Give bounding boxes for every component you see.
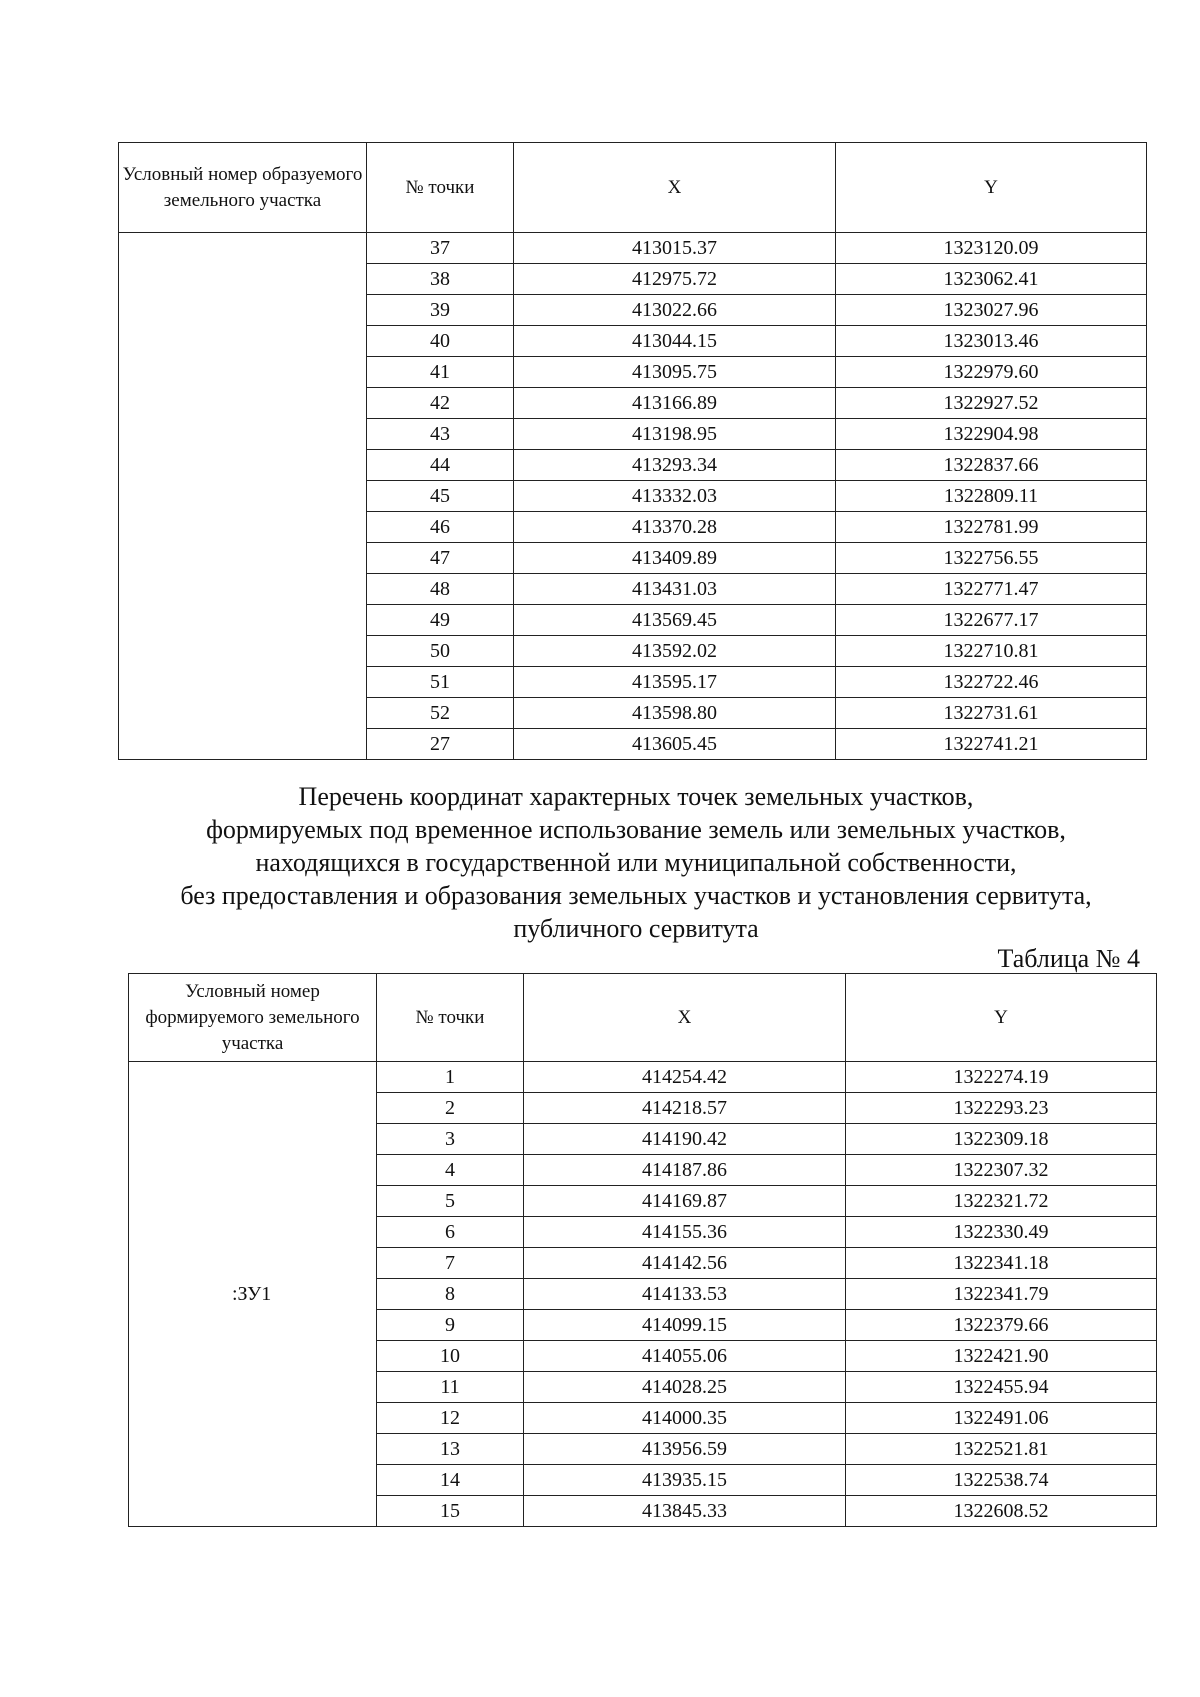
header-y: Y <box>836 143 1147 233</box>
point-number-cell: 14 <box>377 1465 524 1496</box>
table-row <box>129 1062 1157 1093</box>
y-coordinate-cell: 1322927.52 <box>836 388 1147 419</box>
table-body <box>129 1062 1157 1527</box>
point-number-cell: 41 <box>367 357 514 388</box>
point-number-cell: 38 <box>367 264 514 295</box>
x-coordinate-cell: 414133.53 <box>524 1279 846 1310</box>
caption-line: Перечень координат характерных точек земельных участков, <box>298 782 974 811</box>
caption-line: публичного сервитута <box>513 914 759 943</box>
header-point-number: № точки <box>367 143 514 233</box>
y-coordinate-cell: 1322321.72 <box>846 1186 1157 1217</box>
caption-line: формируемых под временное использование земель или земельных участков, <box>206 815 1066 844</box>
x-coordinate-cell: 414254.42 <box>524 1062 846 1093</box>
point-number-cell: 9 <box>377 1310 524 1341</box>
parcel-number-cell <box>119 233 367 760</box>
table-row <box>119 233 1147 264</box>
x-coordinate-cell: 413409.89 <box>514 543 836 574</box>
x-coordinate-cell: 414028.25 <box>524 1372 846 1403</box>
caption-line: без предоставления и образования земельных участков и установления сервитута, <box>180 881 1092 910</box>
x-coordinate-cell: 412975.72 <box>514 264 836 295</box>
x-coordinate-cell: 413956.59 <box>524 1434 846 1465</box>
point-number-cell: 7 <box>377 1248 524 1279</box>
point-number-cell: 5 <box>377 1186 524 1217</box>
x-coordinate-cell: 414169.87 <box>524 1186 846 1217</box>
x-coordinate-cell: 413592.02 <box>514 636 836 667</box>
y-coordinate-cell: 1322677.17 <box>836 605 1147 636</box>
y-coordinate-cell: 1322710.81 <box>836 636 1147 667</box>
y-coordinate-cell: 1323027.96 <box>836 295 1147 326</box>
y-coordinate-cell: 1322307.32 <box>846 1155 1157 1186</box>
point-number-cell: 47 <box>367 543 514 574</box>
coordinates-table-2 <box>128 973 1157 1527</box>
y-coordinate-cell: 1322731.61 <box>836 698 1147 729</box>
y-coordinate-cell: 1322538.74 <box>846 1465 1157 1496</box>
y-coordinate-cell: 1322455.94 <box>846 1372 1157 1403</box>
caption-line: находящихся в государственной или муниципальной собственности, <box>255 848 1017 877</box>
point-number-cell: 2 <box>377 1093 524 1124</box>
x-coordinate-cell: 413332.03 <box>514 481 836 512</box>
x-coordinate-cell: 414099.15 <box>524 1310 846 1341</box>
point-number-cell: 12 <box>377 1403 524 1434</box>
point-number-cell: 15 <box>377 1496 524 1527</box>
x-coordinate-cell: 413198.95 <box>514 419 836 450</box>
y-coordinate-cell: 1322771.47 <box>836 574 1147 605</box>
point-number-cell: 6 <box>377 1217 524 1248</box>
x-coordinate-cell: 413166.89 <box>514 388 836 419</box>
coordinates-table-1 <box>118 142 1147 760</box>
header-y: Y <box>846 974 1157 1062</box>
table-number-label: Таблица № 4 <box>997 944 1140 973</box>
point-number-cell: 1 <box>377 1062 524 1093</box>
x-coordinate-cell: 414142.56 <box>524 1248 846 1279</box>
y-coordinate-cell: 1322274.19 <box>846 1062 1157 1093</box>
y-coordinate-cell: 1322741.21 <box>836 729 1147 760</box>
x-coordinate-cell: 414000.35 <box>524 1403 846 1434</box>
y-coordinate-cell: 1322491.06 <box>846 1403 1157 1434</box>
point-number-cell: 10 <box>377 1341 524 1372</box>
point-number-cell: 4 <box>377 1155 524 1186</box>
y-coordinate-cell: 1322809.11 <box>836 481 1147 512</box>
x-coordinate-cell: 413044.15 <box>514 326 836 357</box>
point-number-cell: 27 <box>367 729 514 760</box>
point-number-cell: 42 <box>367 388 514 419</box>
x-coordinate-cell: 414155.36 <box>524 1217 846 1248</box>
x-coordinate-cell: 413569.45 <box>514 605 836 636</box>
point-number-cell: 50 <box>367 636 514 667</box>
y-coordinate-cell: 1322756.55 <box>836 543 1147 574</box>
point-number-cell: 46 <box>367 512 514 543</box>
x-coordinate-cell: 413431.03 <box>514 574 836 605</box>
point-number-cell: 13 <box>377 1434 524 1465</box>
x-coordinate-cell: 413022.66 <box>514 295 836 326</box>
x-coordinate-cell: 414190.42 <box>524 1124 846 1155</box>
x-coordinate-cell: 413293.34 <box>514 450 836 481</box>
section-caption <box>100 780 1172 945</box>
point-number-cell: 11 <box>377 1372 524 1403</box>
point-number-cell: 8 <box>377 1279 524 1310</box>
point-number-cell: 40 <box>367 326 514 357</box>
x-coordinate-cell: 414187.86 <box>524 1155 846 1186</box>
point-number-cell: 3 <box>377 1124 524 1155</box>
y-coordinate-cell: 1322521.81 <box>846 1434 1157 1465</box>
y-coordinate-cell: 1322341.18 <box>846 1248 1157 1279</box>
x-coordinate-cell: 413370.28 <box>514 512 836 543</box>
y-coordinate-cell: 1322421.90 <box>846 1341 1157 1372</box>
table-body <box>119 233 1147 760</box>
y-coordinate-cell: 1322293.23 <box>846 1093 1157 1124</box>
x-coordinate-cell: 413015.37 <box>514 233 836 264</box>
y-coordinate-cell: 1323013.46 <box>836 326 1147 357</box>
y-coordinate-cell: 1322608.52 <box>846 1496 1157 1527</box>
point-number-cell: 49 <box>367 605 514 636</box>
y-coordinate-cell: 1322722.46 <box>836 667 1147 698</box>
y-coordinate-cell: 1323120.09 <box>836 233 1147 264</box>
x-coordinate-cell: 414218.57 <box>524 1093 846 1124</box>
point-number-cell: 39 <box>367 295 514 326</box>
y-coordinate-cell: 1322781.99 <box>836 512 1147 543</box>
x-coordinate-cell: 413598.80 <box>514 698 836 729</box>
header-x: X <box>514 143 836 233</box>
header-parcel-number: Условный номер формируемого земельного участка <box>129 974 377 1062</box>
y-coordinate-cell: 1322309.18 <box>846 1124 1157 1155</box>
header-x: X <box>524 974 846 1062</box>
y-coordinate-cell: 1322979.60 <box>836 357 1147 388</box>
y-coordinate-cell: 1323062.41 <box>836 264 1147 295</box>
y-coordinate-cell: 1322904.98 <box>836 419 1147 450</box>
point-number-cell: 45 <box>367 481 514 512</box>
x-coordinate-cell: 413095.75 <box>514 357 836 388</box>
point-number-cell: 43 <box>367 419 514 450</box>
header-parcel-number: Условный номер образуемого земельного участка <box>119 143 367 233</box>
y-coordinate-cell: 1322341.79 <box>846 1279 1157 1310</box>
header-point-number: № точки <box>377 974 524 1062</box>
point-number-cell: 51 <box>367 667 514 698</box>
x-coordinate-cell: 414055.06 <box>524 1341 846 1372</box>
x-coordinate-cell: 413935.15 <box>524 1465 846 1496</box>
x-coordinate-cell: 413595.17 <box>514 667 836 698</box>
point-number-cell: 48 <box>367 574 514 605</box>
y-coordinate-cell: 1322330.49 <box>846 1217 1157 1248</box>
x-coordinate-cell: 413845.33 <box>524 1496 846 1527</box>
point-number-cell: 52 <box>367 698 514 729</box>
point-number-cell: 37 <box>367 233 514 264</box>
point-number-cell: 44 <box>367 450 514 481</box>
y-coordinate-cell: 1322837.66 <box>836 450 1147 481</box>
parcel-number-cell: :ЗУ1 <box>129 1062 377 1527</box>
x-coordinate-cell: 413605.45 <box>514 729 836 760</box>
y-coordinate-cell: 1322379.66 <box>846 1310 1157 1341</box>
